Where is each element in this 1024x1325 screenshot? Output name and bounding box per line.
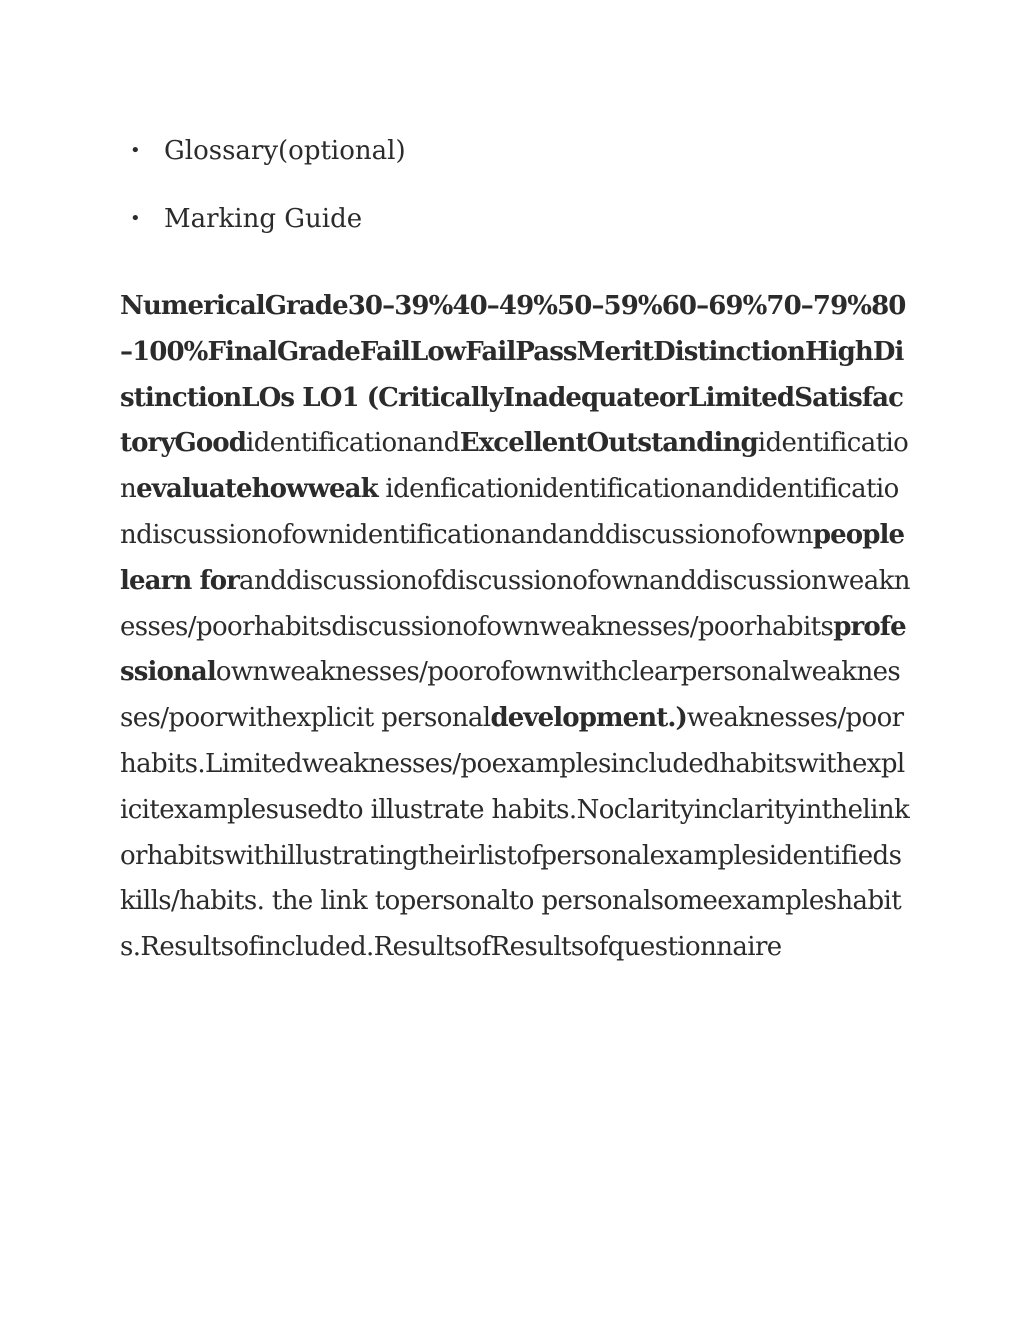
text-run: anddiscussionofdiscussionofownanddiscussionweaknesses/poorhabitsdiscussionofownweaknesses/poorhabits <box>120 565 910 642</box>
text-run: weaknesses/poorhabits.Limitedweaknesses/poexamplesincludedhabitswithexplicitexamplesusedto illustrate habits.Noclarityinclarityinthelinkorhabitswithillustratingtheirlistofpersonalexamplesidentifiedskills/habits. the link topersonalto personalsomeexampleshabits.Resultsofincluded.ResultsofResultsofquestionnaire <box>120 703 910 963</box>
bullet-list <box>120 128 406 264</box>
list-item <box>120 128 406 174</box>
text-run-bold: ExcellentOutstanding <box>459 428 758 459</box>
text-run: identificationand <box>246 428 460 459</box>
text-run-bold: NumericalGrade30–39%40–49%50–59%60–69%70–79%80–100%FinalGradeFailLowFailPassMeritDistinctionHighDistinctionLOs LO1 (CriticallyInadequateorLimitedSatisfactoryGood <box>120 291 906 459</box>
list-item <box>120 196 406 242</box>
text-run: ownweaknesses/poorofownwithclearpersonalweaknesses/poorwithexplicit personal <box>120 657 901 734</box>
text-run: idenficationidentificationandidentificationdiscussionofownidentificationandanddiscussionofown <box>120 474 899 550</box>
text-run: identification <box>120 428 909 505</box>
list-item-text: Glossary(optional) <box>164 136 406 166</box>
text-run-bold: evaluatehowweak <box>136 474 378 505</box>
marking-guide-text <box>120 284 910 971</box>
text-run-bold: peoplelearn for <box>120 519 905 596</box>
bullet-icon: • <box>130 140 141 161</box>
bullet-icon: • <box>130 208 141 229</box>
text-run-bold: development.) <box>490 703 687 734</box>
list-item-text: Marking Guide <box>164 204 363 234</box>
text-run-bold: professional <box>120 611 906 688</box>
